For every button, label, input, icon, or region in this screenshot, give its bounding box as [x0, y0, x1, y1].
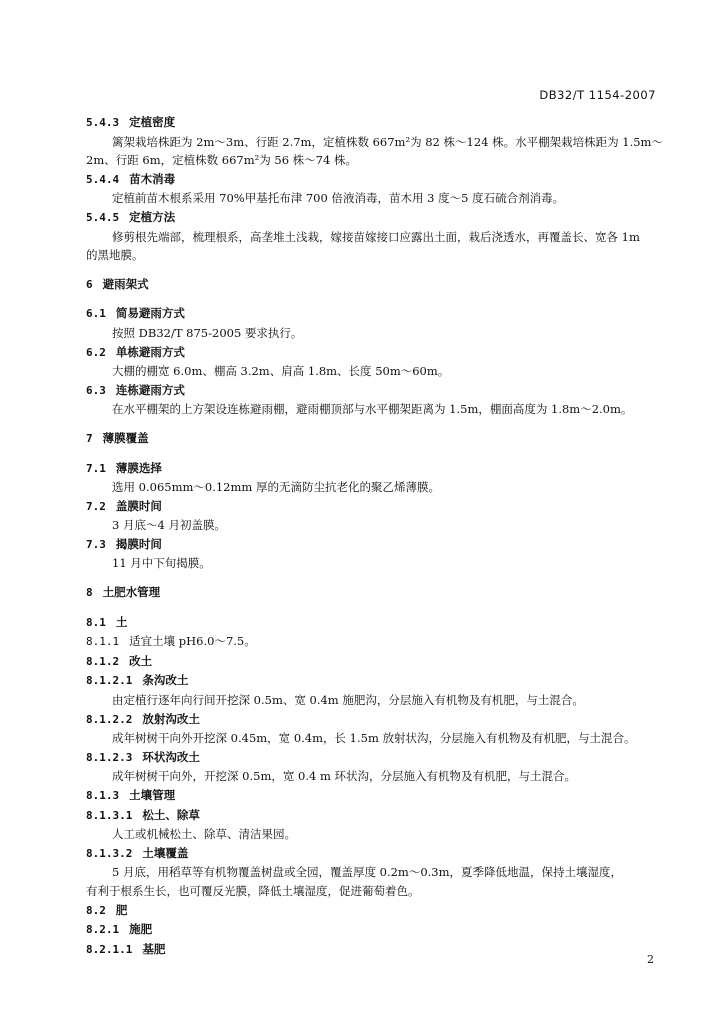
section-heading [86, 497, 662, 517]
body-paragraph-line [86, 767, 662, 786]
clause-text: 条沟改土 [142, 673, 189, 688]
section-gap [86, 603, 662, 613]
clause-text: 松土、除草 [142, 807, 200, 822]
standard-code: DB32/T 1154-2007 [539, 88, 656, 102]
section-gap [86, 573, 662, 583]
clause-text: 适宜土壤 pH6.0～7.5。 [129, 634, 256, 649]
section-heading [86, 710, 662, 730]
section-gap [86, 449, 662, 459]
clause-text: 选用 0.065mm～0.12mm 厚的无滴防尘抗老化的聚乙烯薄膜。 [112, 480, 440, 495]
clause-text: 3 月底～4 月初盖膜。 [112, 518, 226, 533]
clause-text: 成年树树干向外开挖深 0.45m，宽 0.4m，长 1.5m 放射状沟，分层施入有机物及有机肥，与土混合。 [112, 731, 636, 746]
clause-text: 连栋避雨方式 [115, 382, 185, 397]
clause-text: 由定植行逐年向行间开挖深 0.5m、宽 0.4m 施肥沟，分层施入有机物及有机肥，与土混合。 [112, 693, 584, 708]
clause-text: 修剪根先端部，梳理根系，高垄堆土浅栽，嫁接苗嫁接口应露出土面，栽后浇透水，再覆盖长、宽各 1m [112, 229, 640, 244]
section-heading [86, 459, 662, 479]
body-paragraph-line [86, 228, 662, 247]
clause-number: 8.2.1 [86, 923, 120, 937]
clause-number: 7.2 [86, 499, 106, 513]
clause-number: 8.2 [86, 903, 106, 917]
numbered-clause [86, 632, 662, 652]
section-heading [86, 275, 662, 295]
clause-text: 薄膜覆盖 [102, 430, 149, 445]
body-paragraph-line [86, 133, 662, 152]
section-heading [86, 583, 662, 603]
page-number: 2 [647, 953, 654, 966]
clause-text: 土壤管理 [129, 788, 176, 802]
section-gap [86, 265, 662, 275]
body-paragraph-line [86, 825, 662, 844]
section-heading [86, 844, 662, 864]
clause-text: 环状沟改土 [142, 749, 200, 764]
body-paragraph-line [86, 554, 662, 573]
clause-number: 8.1.1 [86, 635, 120, 649]
section-heading [86, 381, 662, 401]
section-heading [86, 748, 662, 768]
document-body [86, 113, 662, 959]
body-paragraph-line [86, 691, 662, 710]
clause-text: 5 月底，用稻草等有机物覆盖树盘或全园，覆盖厚度 0.2m～0.3m，夏季降低地温，保持土壤湿度， [112, 865, 623, 880]
clause-number: 8.1.2 [86, 654, 120, 668]
clause-text: 施肥 [129, 922, 153, 937]
body-paragraph-line [86, 478, 662, 497]
section-heading [86, 901, 662, 921]
body-paragraph-line [86, 324, 662, 343]
section-heading [86, 343, 662, 363]
clause-number: 5.4.5 [86, 210, 120, 224]
clause-text: 2m、行距 6m，定植株数 667m²为 56 株～74 株。 [86, 153, 357, 168]
section-heading [86, 920, 662, 940]
body-paragraph-line [86, 516, 662, 535]
body-paragraph-line [86, 151, 662, 170]
section-heading [86, 671, 662, 691]
section-gap [86, 419, 662, 429]
clause-number: 7 [86, 431, 93, 445]
section-heading [86, 429, 662, 449]
clause-text: 薄膜选择 [115, 460, 162, 475]
section-heading [86, 304, 662, 324]
clause-text: 土肥水管理 [102, 585, 161, 600]
clause-text: 盖膜时间 [115, 498, 162, 513]
body-paragraph-line [86, 400, 662, 419]
clause-number: 8.1.3 [86, 789, 120, 802]
clause-number: 6.2 [86, 345, 106, 359]
section-heading [86, 786, 662, 806]
clause-text: 苗木消毒 [129, 171, 176, 186]
body-paragraph-line [86, 729, 662, 748]
body-paragraph-line [86, 882, 662, 901]
body-paragraph-line [86, 362, 662, 381]
clause-text: 定植方法 [129, 209, 176, 224]
clause-number: 8.1 [86, 615, 106, 629]
clause-text: 按照 DB32/T 875-2005 要求执行。 [112, 325, 303, 340]
clause-text: 揭膜时间 [115, 536, 162, 551]
clause-text: 基肥 [142, 941, 166, 956]
clause-number: 5.4.4 [86, 172, 120, 186]
section-heading [86, 940, 662, 960]
clause-text: 人工或机械松土、除草、清洁果园。 [112, 827, 296, 842]
clause-text: 土 [115, 614, 128, 629]
clause-text: 篱架栽培株距为 2m～3m、行距 2.7m，定植株数 667m²为 82 株～124 株。水平棚架栽培株距为 1.5m～ [112, 134, 663, 149]
clause-text: 单栋避雨方式 [115, 344, 185, 359]
clause-text: 简易避雨方式 [115, 306, 185, 321]
clause-number: 6.3 [86, 383, 106, 397]
clause-number: 8.2.1.1 [86, 942, 133, 956]
clause-text: 的黑地膜。 [86, 248, 144, 263]
clause-number: 8.1.3.1 [86, 808, 133, 822]
section-heading [86, 170, 662, 190]
body-paragraph-line [86, 863, 662, 882]
section-heading [86, 208, 662, 228]
clause-text: 避雨架式 [102, 276, 149, 291]
clause-number: 8.1.2.1 [86, 674, 133, 688]
clause-number: 7.3 [86, 537, 106, 551]
clause-text: 改土 [129, 653, 153, 668]
section-heading [86, 113, 662, 133]
clause-text: 土壤覆盖 [142, 845, 189, 860]
clause-number: 8.1.3.2 [86, 846, 133, 860]
clause-text: 放射沟改土 [142, 711, 200, 726]
clause-text: 定植密度 [129, 115, 176, 129]
clause-text: 大棚的棚宽 6.0m、棚高 3.2m、肩高 1.8m、长度 50m～60m。 [112, 364, 450, 379]
section-heading [86, 806, 662, 826]
clause-text: 11 月中下旬揭膜。 [112, 556, 211, 571]
clause-number: 8 [86, 586, 93, 600]
clause-number: 8.1.2.3 [86, 750, 133, 764]
section-heading [86, 613, 662, 633]
clause-text: 有利于根系生长，也可覆反光膜，降低土壤湿度，促进葡萄着色。 [86, 883, 420, 898]
clause-number: 6.1 [86, 307, 106, 321]
clause-text: 定植前苗木根系采用 70%甲基托布津 700 倍液消毒，苗木用 3 度～5 度石硫合剂消毒。 [112, 191, 565, 206]
body-paragraph-line [86, 189, 662, 208]
clause-text: 成年树树干向外，开挖深 0.5m，宽 0.4 m 环状沟，分层施入有机物及有机肥，与土混合。 [112, 769, 577, 784]
section-heading [86, 652, 662, 672]
clause-text: 在水平棚架的上方架设连栋避雨棚，避雨棚顶部与水平棚架距离为 1.5m，棚面高度为 1.8m～2.0m。 [112, 402, 633, 417]
section-gap [86, 294, 662, 304]
clause-number: 8.1.2.2 [86, 712, 133, 726]
section-heading [86, 535, 662, 555]
clause-text: 肥 [115, 902, 128, 917]
clause-number: 7.1 [86, 461, 106, 475]
body-paragraph-line [86, 246, 662, 265]
clause-number: 5.4.3 [86, 116, 120, 129]
clause-number: 6 [86, 277, 93, 291]
